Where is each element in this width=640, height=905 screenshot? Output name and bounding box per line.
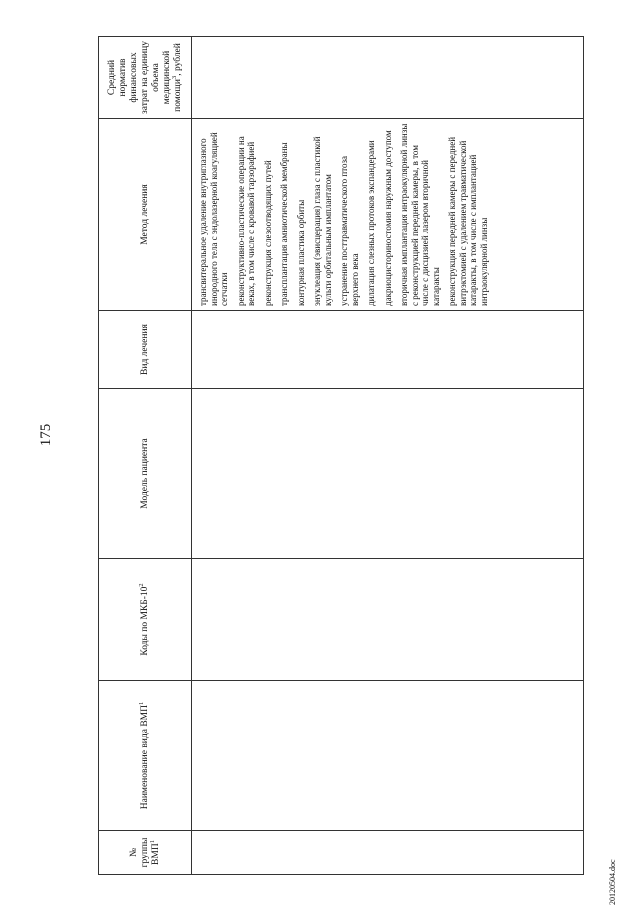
cell-treatment-methods — [192, 119, 584, 311]
cell-cost-standard — [192, 37, 584, 119]
cell-patient-model — [192, 389, 584, 559]
method-item: энуклеация (эвисцерация) глаза с пластикой культи орбитальным имплантатом — [312, 136, 333, 306]
cell-treatment-type — [192, 311, 584, 389]
method-item: трансвитеральное удаление внутриглазного инородного тела с эндолазерной коагуляцией сетчатки — [198, 132, 229, 306]
method-item: устранение посттравматического птоза верхнего века — [339, 155, 360, 306]
method-item: реконструкция передней камеры с передней витрэктомией с удалением травматической катаракты, в том числе с имплантацией интраокулярной линзы — [447, 136, 489, 306]
method-item: контурная пластика орбиты — [295, 199, 306, 306]
page-number: 175 — [38, 423, 54, 447]
header-patient-model: Модель пациента — [99, 389, 192, 559]
header-treatment-method: Метод лечения — [99, 119, 192, 311]
method-item: реконструктивно-пластические операции на веках, в том числе с кровавой тарзорафией — [235, 136, 256, 306]
header-treatment-type: Вид лечения — [99, 311, 192, 389]
cell-mkb-codes — [192, 559, 584, 681]
header-vmp-name: Наименование вида ВМП$^1$ — [99, 681, 192, 831]
method-item: дилатация слезных протоков экспандерами — [366, 140, 376, 306]
footer-file-name: 20120504.doc — [608, 859, 617, 905]
method-item: вторичная имплантация интраокулярной линзы с реконструкцией передней камеры, в том числе с дисцизией лазером вторичной катаракты — [399, 123, 441, 306]
cell-group-no — [192, 831, 584, 875]
method-item: дакриоцисториностомия наружным доступом — [382, 130, 393, 306]
table-header-row — [99, 37, 192, 875]
procedures-table — [98, 36, 584, 875]
header-group-no: № группы ВМП$^1$ — [99, 831, 192, 875]
cell-vmp-name — [192, 681, 584, 831]
method-item: трансплантация амниотической мембраны — [279, 142, 289, 306]
method-item: реконструкция слезоотводящих путей — [262, 160, 273, 306]
table-row — [192, 37, 584, 875]
header-mkb-codes: Коды по МКБ-$10^2$ — [99, 559, 192, 681]
header-cost-standard: Средний норматив финансовых затрат на единицу объема медицинской помощи$^3$, рублей — [99, 37, 192, 119]
